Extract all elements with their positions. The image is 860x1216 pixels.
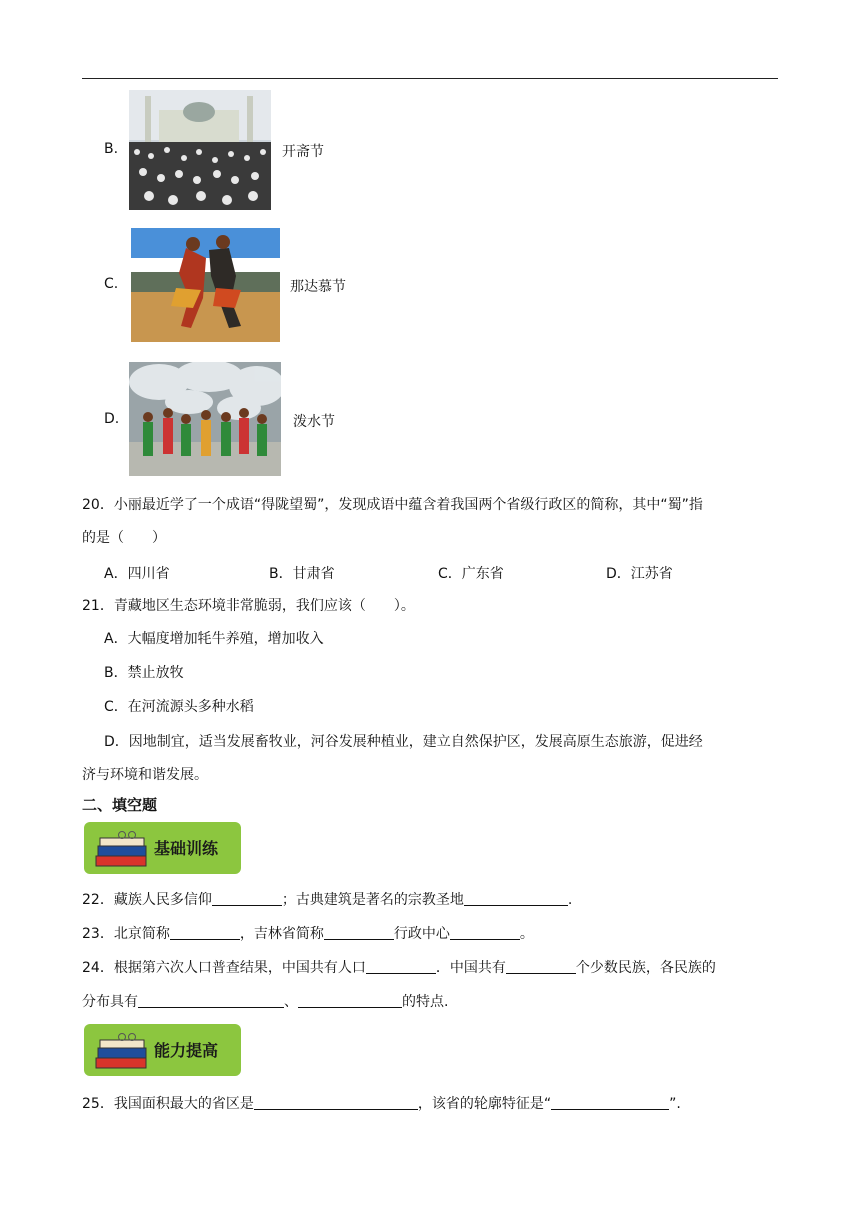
option-b-label: 开斋节 [282,144,324,160]
header-rule [82,78,778,79]
badge-ability-improvement [84,1024,241,1076]
mosque-crowd-photo [129,90,271,210]
badge-basic-training-text: 基础训练 [154,839,219,858]
badge-basic-training [84,822,241,874]
question-20-stem-line2: 的是（ ） [82,530,166,546]
books-icon [92,830,154,870]
option-b-letter: B. [104,141,119,157]
question-23-text-1: 23．北京简称 [82,926,170,942]
question-24-text-4: 分布具有 [82,994,138,1010]
section-title: 二、填空题 [82,796,158,814]
question-20-choice-a: A．四川省 [104,566,170,582]
question-20-choice-b: B．甘肃省 [269,566,335,582]
question-22-blank-1[interactable] [212,891,282,906]
books-icon [92,1032,154,1072]
water-splashing-photo [129,362,281,476]
question-20-stem-line1: 20．小丽最近学了一个成语“得陇望蜀”，发现成语中蕴含着我国两个省级行政区的简称，其中“蜀”指 [82,497,703,513]
question-24-text-5: 、 [284,994,298,1010]
question-23-text-2: ，吉林省简称 [239,926,324,942]
option-d-letter: D. [104,411,120,427]
question-22-text-1: 22．藏族人民多信仰 [82,892,212,908]
question-23-blank-3[interactable] [450,925,520,940]
option-d-label: 泼水节 [293,414,335,430]
question-25-blank-1[interactable] [254,1095,418,1110]
question-22-text-2: ；古典建筑是著名的宗教圣地 [281,892,464,908]
question-24-line1 [82,958,716,978]
question-22 [82,890,572,910]
question-21-choice-d-line2: 济与环境和谐发展。 [82,767,208,783]
question-24-line2 [82,992,448,1012]
question-24-blank-1[interactable] [366,959,436,974]
question-24-blank-2[interactable] [506,959,576,974]
question-22-text-3: . [567,892,573,908]
question-21-choice-a: A．大幅度增加牦牛养殖，增加收入 [104,631,324,647]
question-24-blank-4[interactable] [298,993,402,1008]
question-22-blank-2[interactable] [464,891,568,906]
question-25-text-1: 25．我国面积最大的省区是 [82,1096,254,1112]
question-21-choice-c: C．在河流源头多种水稻 [104,699,254,715]
question-25-text-2: ，该省的轮廓特征是“ [417,1096,552,1112]
question-21-choice-d-line1: D．因地制宜，适当发展畜牧业，河谷发展种植业，建立自然保护区，发展高原生态旅游，促进经 [104,734,703,750]
wrestling-photo [131,228,280,342]
question-25 [82,1094,681,1114]
question-23-text-3: 行政中心 [393,926,450,942]
question-24-text-6: 的特点. [402,994,449,1010]
question-24-blank-3[interactable] [138,993,284,1008]
question-25-text-3: ”. [669,1096,681,1112]
question-20-choice-c: C．广东省 [438,566,504,582]
badge-ability-improvement-text: 能力提高 [154,1041,219,1060]
option-c-label: 那达慕节 [290,279,346,295]
question-23-blank-1[interactable] [170,925,240,940]
question-23-text-4: 。 [519,926,534,942]
question-23 [82,924,534,944]
question-25-blank-2[interactable] [551,1095,669,1110]
question-24-text-2: ．中国共有 [435,960,506,976]
question-20-choice-d: D．江苏省 [606,566,673,582]
question-24-text-1: 24．根据第六次人口普查结果，中国共有人口 [82,960,366,976]
question-23-blank-2[interactable] [324,925,394,940]
option-c-letter: C. [104,276,119,292]
question-21-stem: 21．青藏地区生态环境非常脆弱，我们应该（ ）。 [82,598,415,614]
question-24-text-3: 个少数民族，各民族的 [575,960,716,976]
question-21-choice-b: B．禁止放牧 [104,665,184,681]
